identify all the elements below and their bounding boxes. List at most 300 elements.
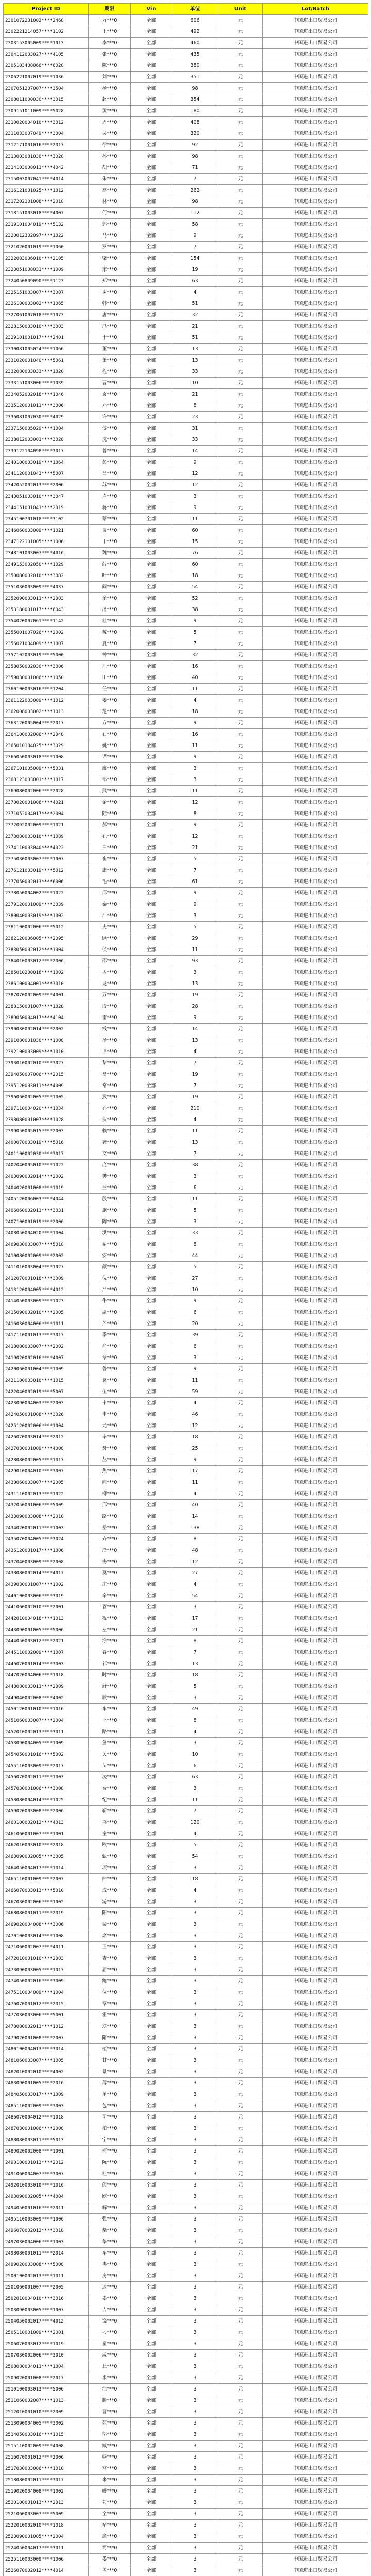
cell-scope: 全部 bbox=[131, 2032, 172, 2044]
cell-name: 晋***0 bbox=[89, 2406, 131, 2418]
cell-project-id: 2370020001008****4021 bbox=[4, 797, 89, 808]
cell-name: 白***0 bbox=[89, 842, 131, 854]
cell-name: 景***0 bbox=[89, 2066, 131, 2078]
column-header-unit[interactable]: Unit bbox=[218, 4, 263, 15]
table-row bbox=[4, 2316, 368, 2327]
cell-amount: 3 bbox=[172, 2180, 218, 2191]
cell-company: 中国进出口贸易公司 bbox=[263, 1001, 368, 1012]
cell-scope: 全部 bbox=[131, 1851, 172, 1862]
table-row bbox=[4, 661, 368, 672]
cell-unit: 元 bbox=[218, 684, 263, 695]
cell-company: 中国进出口贸易公司 bbox=[263, 344, 368, 355]
cell-amount: 13 bbox=[172, 978, 218, 990]
cell-amount: 3 bbox=[172, 2509, 218, 2520]
cell-project-id: 2362008003002****1013 bbox=[4, 706, 89, 718]
cell-unit: 元 bbox=[218, 412, 263, 423]
cell-amount: 3 bbox=[172, 1953, 218, 1964]
table-row bbox=[4, 2157, 368, 2168]
cell-amount: 3 bbox=[172, 2418, 218, 2429]
cell-amount: 76 bbox=[172, 548, 218, 559]
table-row bbox=[4, 1840, 368, 1851]
cell-name: 盖***0 bbox=[89, 2565, 131, 2576]
cell-scope: 全部 bbox=[131, 1738, 172, 1749]
table-row bbox=[4, 2089, 368, 2100]
table-row bbox=[4, 978, 368, 990]
cell-name: 成***0 bbox=[89, 1885, 131, 1896]
cell-project-id: 2313003081030****3028 bbox=[4, 151, 89, 162]
cell-project-id: 2485110002009****3003 bbox=[4, 2100, 89, 2112]
cell-project-id: 2318151003018****4007 bbox=[4, 208, 89, 219]
cell-name: 林***0 bbox=[89, 196, 131, 208]
cell-project-id: 2460100002012****4013 bbox=[4, 1817, 89, 1828]
table-row bbox=[4, 2225, 368, 2236]
cell-amount: 10 bbox=[172, 378, 218, 389]
cell-project-id: 2415090002010****2005 bbox=[4, 1307, 89, 1318]
table-row bbox=[4, 1670, 368, 1681]
cell-project-id: 2513090004005****3002 bbox=[4, 2418, 89, 2429]
cell-project-id: 2391080001030****1008 bbox=[4, 1035, 89, 1046]
cell-amount: 3 bbox=[172, 763, 218, 774]
cell-amount: 18 bbox=[172, 706, 218, 718]
cell-amount: 3 bbox=[172, 1216, 218, 1228]
cell-unit: 元 bbox=[218, 2543, 263, 2554]
cell-unit: 元 bbox=[218, 1477, 263, 1488]
cell-project-id: 2386100004001****3010 bbox=[4, 978, 89, 990]
cell-unit: 元 bbox=[218, 1840, 263, 1851]
cell-company: 中国进出口贸易公司 bbox=[263, 1273, 368, 1284]
cell-name: 熊***0 bbox=[89, 786, 131, 797]
table-row bbox=[4, 38, 368, 49]
cell-unit: 元 bbox=[218, 1307, 263, 1318]
cell-project-id: 2309151011009****5028 bbox=[4, 106, 89, 117]
cell-amount: 3 bbox=[172, 1171, 218, 1182]
cell-company: 中国进出口贸易公司 bbox=[263, 1896, 368, 1908]
table-row bbox=[4, 1794, 368, 1806]
cell-scope: 全部 bbox=[131, 2452, 172, 2463]
cell-scope: 全部 bbox=[131, 1602, 172, 1613]
column-header-vin[interactable]: Vin bbox=[131, 4, 172, 15]
table-row bbox=[4, 1420, 368, 1432]
cell-name: 苏***0 bbox=[89, 480, 131, 491]
cell-name: 樊***0 bbox=[89, 1171, 131, 1182]
cell-company: 中国进出口贸易公司 bbox=[263, 1216, 368, 1228]
cell-scope: 全部 bbox=[131, 1318, 172, 1330]
column-header-lot-batch[interactable]: Lot/Batch bbox=[263, 4, 368, 15]
cell-amount: 408 bbox=[172, 117, 218, 128]
cell-amount: 3 bbox=[172, 1352, 218, 1364]
cell-unit: 元 bbox=[218, 1738, 263, 1749]
cell-amount: 435 bbox=[172, 49, 218, 60]
cell-scope: 全部 bbox=[131, 2123, 172, 2134]
table-row bbox=[4, 797, 368, 808]
cell-scope: 全部 bbox=[131, 196, 172, 208]
cell-name: 张***0 bbox=[89, 49, 131, 60]
cell-project-id: 2505110001009****2001 bbox=[4, 2327, 89, 2338]
cell-unit: 元 bbox=[218, 1058, 263, 1069]
cell-amount: 9 bbox=[172, 888, 218, 899]
cell-unit: 元 bbox=[218, 990, 263, 1001]
cell-name: 关***0 bbox=[89, 1749, 131, 1760]
cell-name: 徐***0 bbox=[89, 140, 131, 151]
cell-name: 万***0 bbox=[89, 990, 131, 1001]
cell-unit: 元 bbox=[218, 1137, 263, 1148]
cell-company: 中国进出口贸易公司 bbox=[263, 1171, 368, 1182]
cell-unit: 元 bbox=[218, 446, 263, 457]
cell-scope: 全部 bbox=[131, 1817, 172, 1828]
table-row bbox=[4, 185, 368, 196]
cell-name: 廖***0 bbox=[89, 763, 131, 774]
cell-name: 毛***0 bbox=[89, 876, 131, 888]
cell-amount: 6 bbox=[172, 1307, 218, 1318]
cell-amount: 12 bbox=[172, 1556, 218, 1568]
cell-name: 王***0 bbox=[89, 26, 131, 38]
cell-unit: 元 bbox=[218, 2044, 263, 2055]
cell-name: 俞***0 bbox=[89, 1341, 131, 1352]
cell-name: 柳***0 bbox=[89, 1488, 131, 1500]
cell-name: 史***0 bbox=[89, 922, 131, 933]
cell-company: 中国进出口贸易公司 bbox=[263, 502, 368, 514]
cell-amount: 7 bbox=[172, 638, 218, 650]
cell-name: 苟***0 bbox=[89, 2497, 131, 2509]
table-row bbox=[4, 2531, 368, 2543]
table-row bbox=[4, 990, 368, 1001]
cell-project-id: 2324050809090****1123 bbox=[4, 276, 89, 287]
cell-amount: 18 bbox=[172, 570, 218, 582]
cell-scope: 全部 bbox=[131, 2463, 172, 2475]
table-row bbox=[4, 1522, 368, 1534]
cell-amount: 59 bbox=[172, 1386, 218, 1398]
cell-name: 何***0 bbox=[89, 208, 131, 219]
cell-unit: 元 bbox=[218, 933, 263, 944]
cell-unit: 元 bbox=[218, 1500, 263, 1511]
cell-amount: 13 bbox=[172, 1137, 218, 1148]
cell-project-id: 2498080001011****2014 bbox=[4, 2248, 89, 2259]
cell-company: 中国进出口贸易公司 bbox=[263, 1942, 368, 1953]
cell-unit: 元 bbox=[218, 1942, 263, 1953]
cell-company: 中国进出口贸易公司 bbox=[263, 2180, 368, 2191]
cell-name: 金***0 bbox=[89, 797, 131, 808]
cell-amount: 3 bbox=[172, 1930, 218, 1942]
table-row bbox=[4, 2123, 368, 2134]
cell-unit: 元 bbox=[218, 1862, 263, 1874]
cell-scope: 全部 bbox=[131, 491, 172, 502]
cell-company: 中国进出口贸易公司 bbox=[263, 1783, 368, 1794]
cell-unit: 元 bbox=[218, 15, 263, 26]
cell-company: 中国进出口贸易公司 bbox=[263, 162, 368, 174]
cell-project-id: 2437040003009****2008 bbox=[4, 1556, 89, 1568]
cell-unit: 元 bbox=[218, 1976, 263, 1987]
cell-project-id: 2364100002006****2048 bbox=[4, 729, 89, 740]
cell-name: 宫***0 bbox=[89, 2463, 131, 2475]
cell-unit: 元 bbox=[218, 1092, 263, 1103]
cell-company: 中国进出口贸易公司 bbox=[263, 1987, 368, 1998]
cell-scope: 全部 bbox=[131, 1012, 172, 1024]
cell-company: 中国进出口贸易公司 bbox=[263, 2361, 368, 2372]
cell-unit: 元 bbox=[218, 344, 263, 355]
cell-unit: 元 bbox=[218, 1806, 263, 1817]
table-row bbox=[4, 2248, 368, 2259]
cell-unit: 元 bbox=[218, 2202, 263, 2214]
table-row bbox=[4, 480, 368, 491]
cell-amount: 9 bbox=[172, 899, 218, 910]
cell-scope: 全部 bbox=[131, 446, 172, 457]
table-row bbox=[4, 2565, 368, 2576]
cell-scope: 全部 bbox=[131, 1148, 172, 1160]
cell-project-id: 2451060003007****2004 bbox=[4, 1715, 89, 1726]
cell-project-id: 2403090002014****2002 bbox=[4, 1171, 89, 1182]
cell-project-id: 2509020001008****2017 bbox=[4, 2372, 89, 2384]
cell-amount: 11 bbox=[172, 944, 218, 956]
cell-project-id: 2444050003012****2021 bbox=[4, 1636, 89, 1647]
cell-project-id: 2448080003011****2009 bbox=[4, 1681, 89, 1692]
cell-amount: 5 bbox=[172, 1840, 218, 1851]
cell-name: 纪***0 bbox=[89, 1794, 131, 1806]
table-row bbox=[4, 831, 368, 842]
cell-company: 中国进出口贸易公司 bbox=[263, 1953, 368, 1964]
cell-company: 中国进出口贸易公司 bbox=[263, 2010, 368, 2021]
cell-unit: 元 bbox=[218, 786, 263, 797]
cell-amount: 180 bbox=[172, 106, 218, 117]
cell-project-id: 2398080001007****1028 bbox=[4, 1114, 89, 1126]
cell-amount: 3 bbox=[172, 2100, 218, 2112]
cell-company: 中国进出口贸易公司 bbox=[263, 854, 368, 865]
cell-unit: 元 bbox=[218, 162, 263, 174]
cell-amount: 12 bbox=[172, 480, 218, 491]
cell-company: 中国进出口贸易公司 bbox=[263, 242, 368, 253]
cell-company: 中国进出口贸易公司 bbox=[263, 1976, 368, 1987]
cell-name: 辜***0 bbox=[89, 2293, 131, 2304]
table-row bbox=[4, 378, 368, 389]
cell-scope: 全部 bbox=[131, 865, 172, 876]
cell-name: 吉***0 bbox=[89, 2304, 131, 2316]
cell-amount: 17 bbox=[172, 1613, 218, 1624]
table-row bbox=[4, 94, 368, 106]
cell-company: 中国进出口贸易公司 bbox=[263, 1488, 368, 1500]
cell-name: 韦***0 bbox=[89, 1398, 131, 1409]
cell-scope: 全部 bbox=[131, 2395, 172, 2406]
cell-company: 中国进出口贸易公司 bbox=[263, 1964, 368, 1976]
cell-project-id: 2402040005010****1022 bbox=[4, 1160, 89, 1171]
cell-name: 曾***0 bbox=[89, 446, 131, 457]
cell-unit: 元 bbox=[218, 2112, 263, 2123]
cell-name: 万***0 bbox=[89, 15, 131, 26]
cell-name: 郝***0 bbox=[89, 820, 131, 831]
cell-name: 左***0 bbox=[89, 1624, 131, 1636]
cell-unit: 元 bbox=[218, 1046, 263, 1058]
cell-amount: 33 bbox=[172, 366, 218, 378]
cell-company: 中国进出口贸易公司 bbox=[263, 1658, 368, 1670]
table-row bbox=[4, 1738, 368, 1749]
cell-project-id: 2321020001019****1060 bbox=[4, 242, 89, 253]
cell-company: 中国进出口贸易公司 bbox=[263, 1704, 368, 1715]
cell-company: 中国进出口贸易公司 bbox=[263, 1375, 368, 1386]
table-row bbox=[4, 1964, 368, 1976]
cell-amount: 13 bbox=[172, 1035, 218, 1046]
cell-company: 中国进出口贸易公司 bbox=[263, 1477, 368, 1488]
cell-scope: 全部 bbox=[131, 2406, 172, 2418]
cell-project-id: 2349153002050****1029 bbox=[4, 559, 89, 570]
cell-unit: 元 bbox=[218, 2225, 263, 2236]
cell-amount: 3 bbox=[172, 2497, 218, 2509]
cell-unit: 元 bbox=[218, 2395, 263, 2406]
cell-unit: 元 bbox=[218, 570, 263, 582]
table-row bbox=[4, 1930, 368, 1942]
cell-amount: 3 bbox=[172, 2395, 218, 2406]
cell-scope: 全部 bbox=[131, 2509, 172, 2520]
cell-name: 位***0 bbox=[89, 1987, 131, 1998]
cell-company: 中国进出口贸易公司 bbox=[263, 752, 368, 763]
cell-name: 于***0 bbox=[89, 332, 131, 344]
table-row bbox=[4, 1058, 368, 1069]
cell-project-id: 2372092002009****1021 bbox=[4, 820, 89, 831]
cell-amount: 3 bbox=[172, 2520, 218, 2531]
cell-project-id: 2421100003010****1015 bbox=[4, 1375, 89, 1386]
table-row bbox=[4, 1613, 368, 1624]
cell-project-id: 2429010004010****3007 bbox=[4, 1466, 89, 1477]
cell-amount: 60 bbox=[172, 559, 218, 570]
cell-scope: 全部 bbox=[131, 876, 172, 888]
cell-unit: 元 bbox=[218, 457, 263, 468]
cell-amount: 3 bbox=[172, 2146, 218, 2157]
table-row bbox=[4, 2486, 368, 2497]
cell-scope: 全部 bbox=[131, 2372, 172, 2384]
cell-amount: 3 bbox=[172, 2191, 218, 2202]
cell-amount: 7 bbox=[172, 1148, 218, 1160]
cell-name: 鲁***0 bbox=[89, 1364, 131, 1375]
cell-amount: 9 bbox=[172, 1296, 218, 1307]
cell-scope: 全部 bbox=[131, 967, 172, 978]
column-header-unit-cn[interactable]: 单位 bbox=[172, 4, 218, 15]
cell-name: 冉***0 bbox=[89, 2259, 131, 2270]
cell-unit: 元 bbox=[218, 627, 263, 638]
cell-company: 中国进出口贸易公司 bbox=[263, 412, 368, 423]
table-row bbox=[4, 468, 368, 480]
cell-project-id: 2427030001009****4008 bbox=[4, 1443, 89, 1454]
cell-project-id: 2412070001018****3009 bbox=[4, 1273, 89, 1284]
cell-scope: 全部 bbox=[131, 1137, 172, 1148]
cell-scope: 全部 bbox=[131, 944, 172, 956]
cell-company: 中国进出口贸易公司 bbox=[263, 1647, 368, 1658]
table-row bbox=[4, 718, 368, 729]
cell-amount: 3 bbox=[172, 2282, 218, 2293]
cell-unit: 元 bbox=[218, 2191, 263, 2202]
cell-unit: 元 bbox=[218, 1341, 263, 1352]
cell-project-id: 2506070003012****1019 bbox=[4, 2338, 89, 2350]
cell-company: 中国进出口贸易公司 bbox=[263, 706, 368, 718]
cell-amount: 5 bbox=[172, 854, 218, 865]
cell-scope: 全部 bbox=[131, 2520, 172, 2531]
cell-name: 严***0 bbox=[89, 1284, 131, 1296]
cell-project-id: 2436120001017****1006 bbox=[4, 1545, 89, 1556]
table-row bbox=[4, 2441, 368, 2452]
cell-name: 黄***0 bbox=[89, 106, 131, 117]
cell-unit: 元 bbox=[218, 1069, 263, 1080]
cell-name: 傅***0 bbox=[89, 423, 131, 434]
cell-unit: 元 bbox=[218, 49, 263, 60]
cell-amount: 3 bbox=[172, 2361, 218, 2372]
cell-scope: 全部 bbox=[131, 1216, 172, 1228]
cell-name: 简***0 bbox=[89, 2543, 131, 2554]
cell-unit: 元 bbox=[218, 1103, 263, 1114]
cell-amount: 16 bbox=[172, 661, 218, 672]
cell-project-id: 2491060004007****3007 bbox=[4, 2168, 89, 2180]
cell-company: 中国进出口贸易公司 bbox=[263, 1681, 368, 1692]
table-row bbox=[4, 2270, 368, 2282]
cell-scope: 全部 bbox=[131, 151, 172, 162]
cell-project-id: 2393010002010****3027 bbox=[4, 1058, 89, 1069]
cell-scope: 全部 bbox=[131, 2486, 172, 2497]
cell-project-id: 2523090001005****2004 bbox=[4, 2531, 89, 2543]
column-header-project-id[interactable]: Project ID bbox=[4, 4, 89, 15]
column-header-period[interactable]: 期限 bbox=[89, 4, 131, 15]
cell-amount: 11 bbox=[172, 1126, 218, 1137]
cell-company: 中国进出口贸易公司 bbox=[263, 684, 368, 695]
table-row bbox=[4, 1500, 368, 1511]
cell-amount: 3 bbox=[172, 2316, 218, 2327]
cell-project-id: 2453090004005****1009 bbox=[4, 1738, 89, 1749]
cell-scope: 全部 bbox=[131, 2475, 172, 2486]
table-row bbox=[4, 1114, 368, 1126]
cell-project-id: 2476070001012****2015 bbox=[4, 1998, 89, 2010]
cell-project-id: 2410080002009****2002 bbox=[4, 1250, 89, 1262]
table-row bbox=[4, 684, 368, 695]
cell-company: 中国进出口贸易公司 bbox=[263, 899, 368, 910]
cell-project-id: 2440100003006****3019 bbox=[4, 1590, 89, 1602]
cell-unit: 元 bbox=[218, 321, 263, 332]
cell-company: 中国进出口贸易公司 bbox=[263, 672, 368, 684]
table-row bbox=[4, 752, 368, 763]
cell-company: 中国进出口贸易公司 bbox=[263, 230, 368, 242]
cell-unit: 元 bbox=[218, 1375, 263, 1386]
cell-name: 翁***0 bbox=[89, 2021, 131, 2032]
cell-company: 中国进出口贸易公司 bbox=[263, 1409, 368, 1420]
cell-amount: 3 bbox=[172, 1862, 218, 1874]
cell-company: 中国进出口贸易公司 bbox=[263, 2270, 368, 2282]
table-row bbox=[4, 1953, 368, 1964]
cell-company: 中国进出口贸易公司 bbox=[263, 2406, 368, 2418]
cell-name: 葛***0 bbox=[89, 1375, 131, 1386]
cell-project-id: 2450120001010****1016 bbox=[4, 1704, 89, 1715]
cell-amount: 3 bbox=[172, 2202, 218, 2214]
cell-scope: 全部 bbox=[131, 1534, 172, 1545]
cell-name: 祝***0 bbox=[89, 1613, 131, 1624]
cell-project-id: 2376121003019****5012 bbox=[4, 865, 89, 876]
cell-company: 中国进出口贸易公司 bbox=[263, 808, 368, 820]
table-row bbox=[4, 2509, 368, 2520]
cell-project-id: 2396060002005****1005 bbox=[4, 1092, 89, 1103]
cell-project-id: 2446070001014****3003 bbox=[4, 1658, 89, 1670]
cell-scope: 全部 bbox=[131, 2100, 172, 2112]
cell-project-id: 2411010003004****1027 bbox=[4, 1262, 89, 1273]
cell-unit: 元 bbox=[218, 2180, 263, 2191]
cell-name: 姚***0 bbox=[89, 740, 131, 752]
cell-project-id: 2516070001012****2006 bbox=[4, 2452, 89, 2463]
cell-name: 包***0 bbox=[89, 2100, 131, 2112]
cell-company: 中国进出口贸易公司 bbox=[263, 1137, 368, 1148]
cell-company: 中国进出口贸易公司 bbox=[263, 1080, 368, 1092]
cell-name: 魏***0 bbox=[89, 548, 131, 559]
cell-scope: 全部 bbox=[131, 310, 172, 321]
cell-company: 中国进出口贸易公司 bbox=[263, 2293, 368, 2304]
table-row bbox=[4, 1228, 368, 1239]
cell-name: 聂***0 bbox=[89, 1443, 131, 1454]
cell-amount: 4 bbox=[172, 695, 218, 706]
table-row bbox=[4, 842, 368, 854]
cell-scope: 全部 bbox=[131, 2191, 172, 2202]
cell-company: 中国进出口贸易公司 bbox=[263, 593, 368, 604]
cell-unit: 元 bbox=[218, 332, 263, 344]
cell-scope: 全部 bbox=[131, 2565, 172, 2576]
